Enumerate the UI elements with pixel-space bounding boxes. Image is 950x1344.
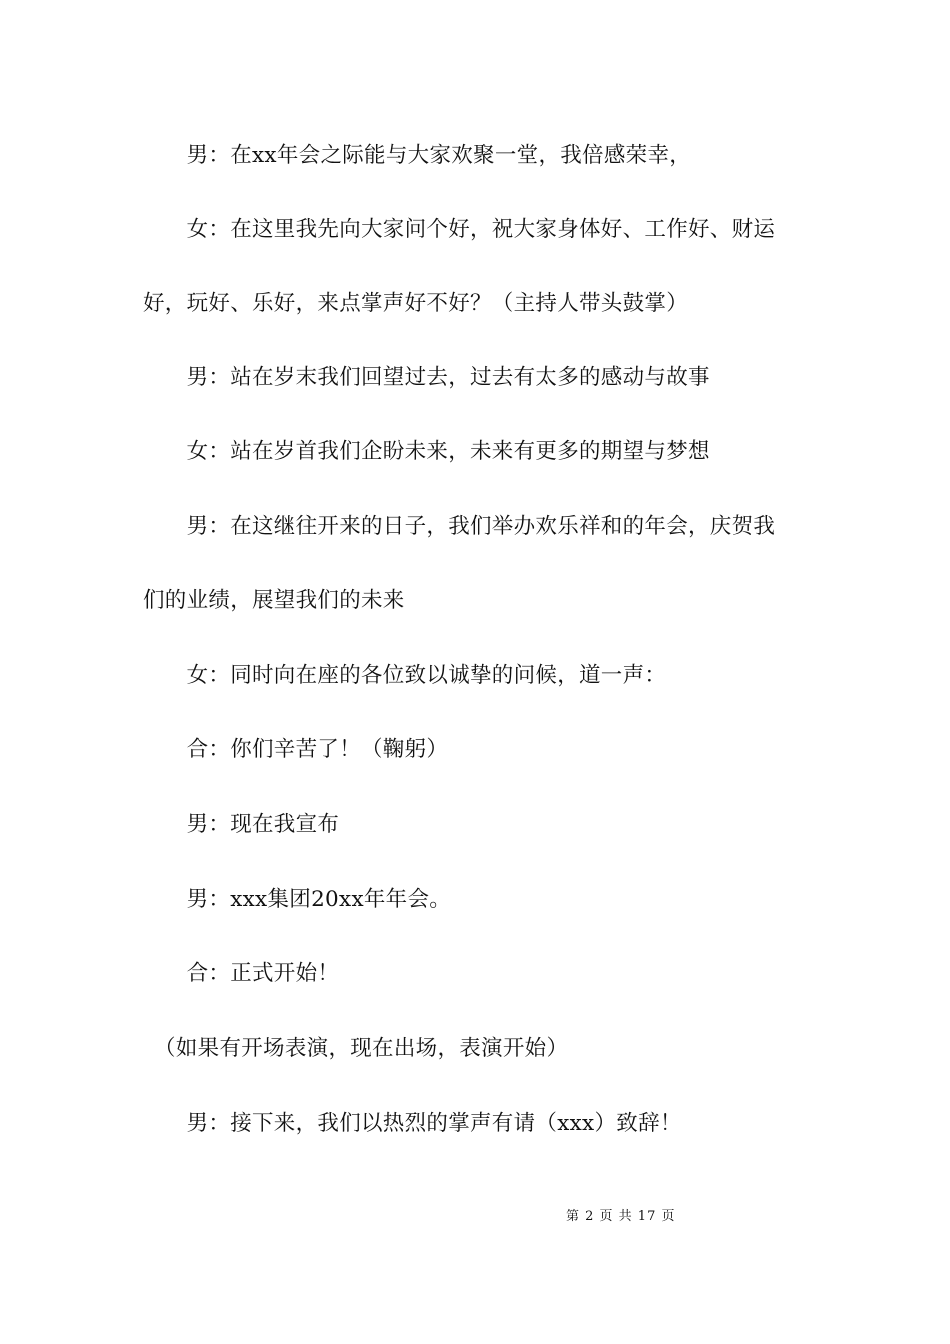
- paragraph: 男：xxx集团20xx年年会。: [143, 887, 452, 912]
- paragraph: 男：在xx年会之际能与大家欢聚一堂，我倍感荣幸，: [143, 143, 692, 168]
- paragraph: 男：站在岁末我们回望过去，过去有太多的感动与故事: [143, 365, 710, 390]
- paragraph: 合：正式开始！: [143, 961, 340, 986]
- paragraph: 好，玩好、乐好，来点掌声好不好？（主持人带头鼓掌）: [143, 291, 689, 316]
- page-number-footer: 第 2 页 共 17 页: [566, 1209, 676, 1224]
- paragraph: 男：在这继往开来的日子，我们举办欢乐祥和的年会，庆贺我: [143, 514, 776, 539]
- paragraph: 男：现在我宣布: [143, 812, 340, 837]
- paragraph: 女：在这里我先向大家问个好，祝大家身体好、工作好、财运: [143, 217, 776, 242]
- paragraph: 女：同时向在座的各位致以诚挚的问候，道一声：: [143, 663, 667, 688]
- paragraph: 合：你们辛苦了！（鞠躬）: [143, 737, 449, 762]
- paragraph: 男：接下来，我们以热烈的掌声有请（xxx）致辞！: [143, 1111, 682, 1136]
- paragraph: （如果有开场表演，现在出场，表演开始）: [143, 1036, 569, 1061]
- paragraph: 们的业绩，展望我们的未来: [143, 588, 405, 613]
- paragraph: 女：站在岁首我们企盼未来，未来有更多的期望与梦想: [143, 439, 710, 464]
